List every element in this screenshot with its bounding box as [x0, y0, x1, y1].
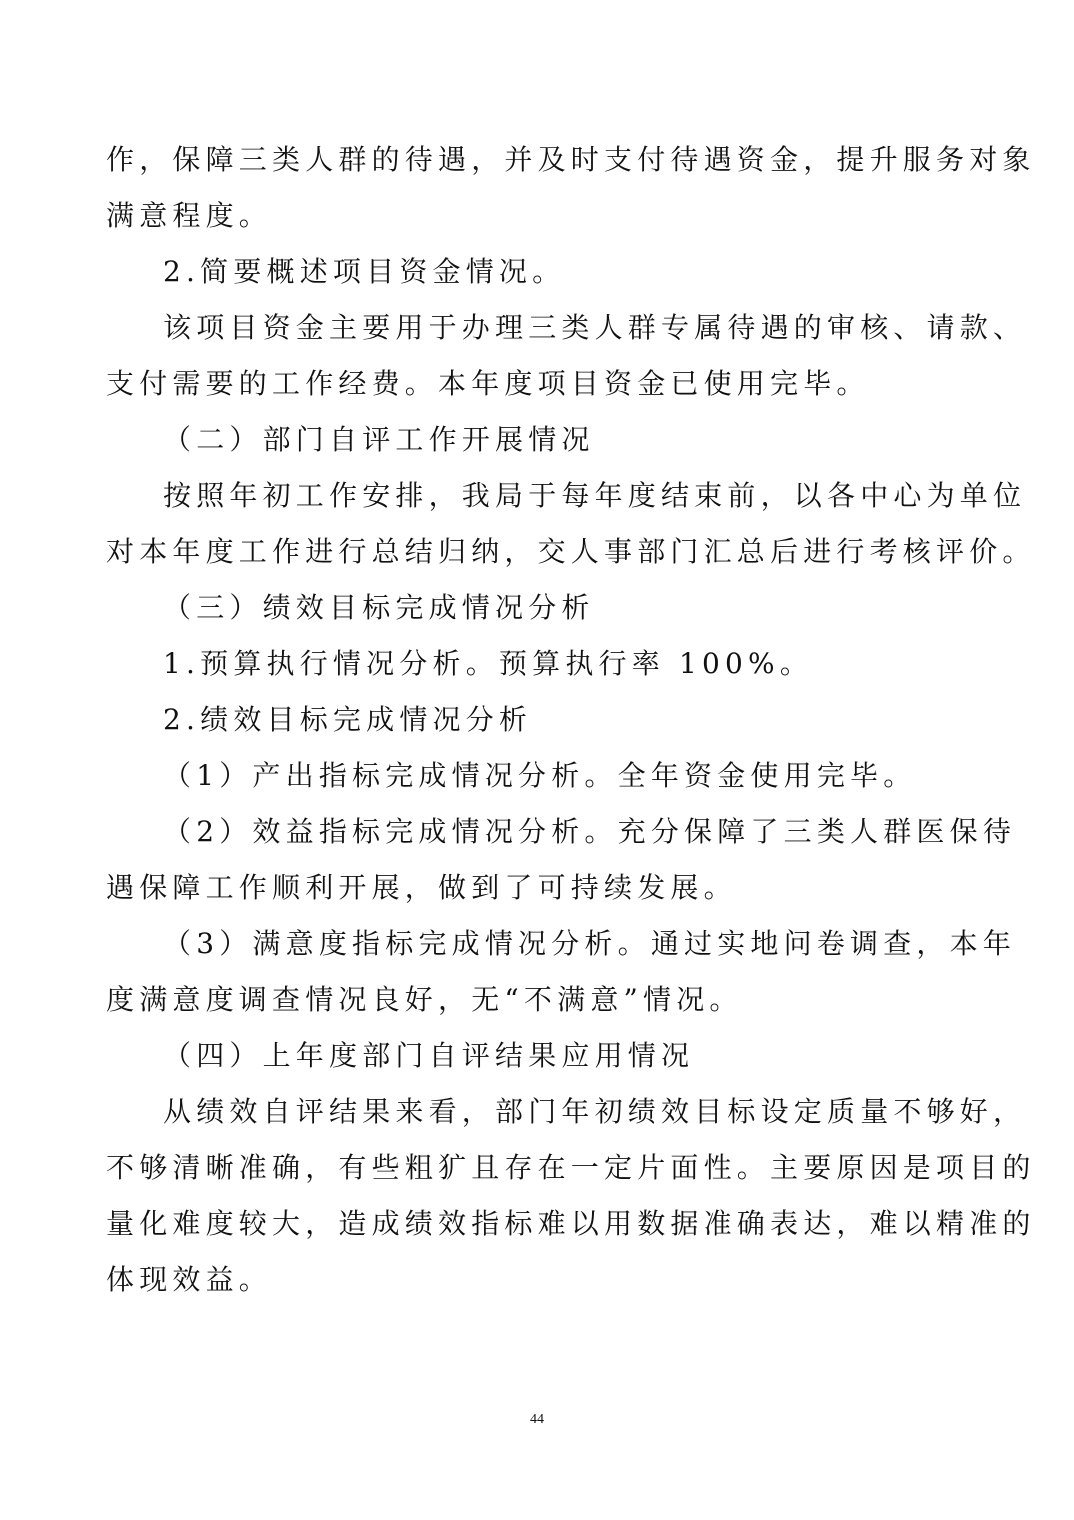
text-line: 该项目资金主要用于办理三类人群专属待遇的审核、请款、	[163, 311, 1027, 344]
text-line: 作，保障三类人群的待遇，并及时支付待遇资金，提升服务对象	[106, 143, 1036, 176]
text-line: 对本年度工作进行总结归纳，交人事部门汇总后进行考核评价。	[106, 535, 1036, 568]
text-line: 不够清晰准确，有些粗犷且存在一定片面性。主要原因是项目的	[106, 1151, 1036, 1184]
text-line: 量化难度较大，造成绩效指标难以用数据准确表达，难以精准的	[106, 1207, 1036, 1240]
text-line: （1）产出指标完成情况分析。全年资金使用完毕。	[163, 759, 917, 792]
text-line: 满意程度。	[106, 199, 273, 232]
text-line: （2）效益指标完成情况分析。充分保障了三类人群医保待	[163, 815, 1017, 848]
section-heading: （三）绩效目标完成情况分析	[163, 591, 595, 624]
section-heading: （四）上年度部门自评结果应用情况	[163, 1039, 695, 1072]
text-line: 度满意度调查情况良好，无“不满意”情况。	[106, 983, 743, 1016]
page-number: 44	[530, 1412, 544, 1427]
text-line: 从绩效自评结果来看，部门年初绩效目标设定质量不够好，	[163, 1095, 1027, 1128]
text-line: 体现效益。	[106, 1263, 273, 1296]
section-subheading: 2.简要概述项目资金情况。	[163, 255, 566, 288]
section-heading: （二）部门自评工作开展情况	[163, 423, 595, 456]
text-line: 按照年初工作安排，我局于每年度结束前，以各中心为单位	[163, 479, 1027, 512]
text-line: 遇保障工作顺利开展，做到了可持续发展。	[106, 871, 737, 904]
text-line: 1.预算执行情况分析。预算执行率 100%。	[163, 647, 814, 680]
section-subheading: 2.绩效目标完成情况分析	[163, 703, 533, 736]
text-line: 支付需要的工作经费。本年度项目资金已使用完毕。	[106, 367, 870, 400]
text-line: （3）满意度指标完成情况分析。通过实地问卷调查，本年	[163, 927, 1017, 960]
